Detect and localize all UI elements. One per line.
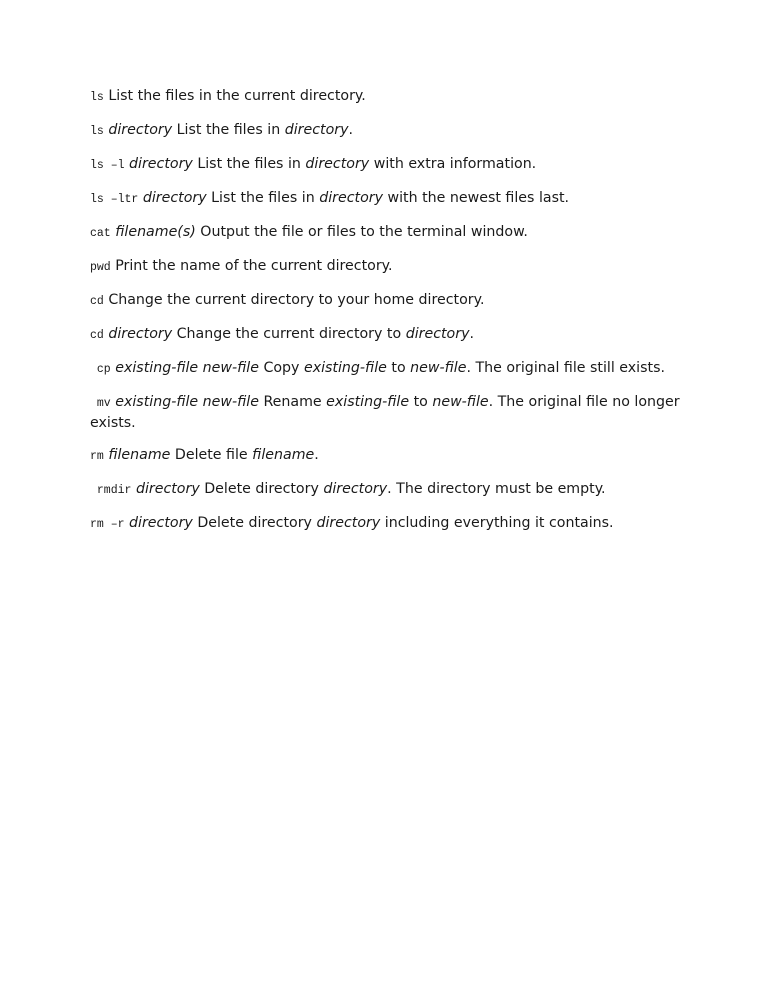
command-entry	[90, 257, 680, 278]
command-entry	[90, 325, 680, 346]
command-argument: new-file	[432, 394, 489, 410]
command-name: cd	[90, 295, 104, 308]
command-name: ls	[90, 91, 104, 104]
command-description: Delete directory	[192, 514, 317, 531]
command-description: with extra information.	[369, 156, 537, 172]
command-argument: directory	[405, 326, 470, 342]
command-description: .	[469, 326, 474, 342]
command-description: Delete directory	[199, 480, 324, 497]
command-name: cp	[90, 363, 111, 376]
command-argument: directory	[108, 122, 173, 138]
command-description: . The original file no longer exists.	[90, 394, 680, 431]
command-name: ls –ltr	[90, 193, 139, 206]
command-argument: directory	[129, 156, 193, 172]
command-description: with the newest files last.	[383, 190, 570, 206]
command-argument: directory	[142, 190, 207, 206]
command-description: Rename	[258, 394, 327, 410]
command-entry	[90, 480, 680, 501]
command-entry	[90, 359, 680, 380]
command-argument: directory	[135, 480, 200, 497]
command-description: including everything it contains.	[380, 514, 614, 531]
command-description: Change the current directory to	[172, 326, 406, 342]
command-argument: directory	[305, 156, 370, 172]
command-description: List the files in	[192, 156, 306, 172]
command-description: List the files in	[172, 122, 285, 138]
command-argument: existing-file	[303, 360, 387, 376]
command-reference-list	[90, 87, 680, 548]
command-name: cd	[90, 329, 104, 342]
command-name: ls –l	[90, 159, 125, 172]
command-entry	[90, 155, 680, 176]
command-description: Output the file or files to the terminal window.	[195, 224, 528, 240]
command-name: pwd	[90, 261, 111, 274]
command-entry	[90, 446, 680, 467]
command-description: Delete file	[170, 446, 253, 463]
command-argument: directory	[319, 190, 383, 206]
command-description: .	[314, 446, 319, 463]
command-entry	[90, 223, 680, 244]
command-entry	[90, 393, 680, 432]
command-description: Copy	[258, 360, 304, 376]
command-entry	[90, 291, 680, 312]
command-entry	[90, 121, 680, 142]
command-argument: directory	[323, 480, 388, 497]
command-argument: directory	[108, 326, 173, 342]
command-argument: filename	[108, 446, 171, 463]
command-name: rm –r	[90, 517, 125, 531]
command-argument: new-file	[410, 360, 467, 376]
command-argument: directory	[129, 514, 193, 531]
command-argument: filename	[252, 446, 315, 463]
command-argument: existing-file	[326, 394, 410, 410]
command-argument: existing-file new-file	[115, 360, 259, 376]
command-argument: directory	[284, 122, 349, 138]
command-description: Print the name of the current directory.	[110, 258, 393, 274]
command-description: to	[409, 394, 433, 410]
command-description: . The directory must be empty.	[387, 480, 606, 497]
command-name: mv	[90, 397, 111, 410]
command-description: Change the current directory to your home directory.	[103, 292, 485, 308]
command-name: rm	[90, 449, 104, 463]
command-argument: filename(s)	[115, 224, 196, 240]
command-argument: existing-file new-file	[115, 394, 259, 410]
command-description: .	[348, 122, 354, 138]
command-name: rmdir	[90, 483, 132, 497]
command-argument: directory	[316, 514, 381, 531]
command-description: . The original file still exists.	[466, 360, 665, 376]
command-entry	[90, 189, 680, 210]
command-entry	[90, 514, 680, 535]
command-description: List the files in	[206, 190, 320, 206]
command-name: cat	[90, 227, 111, 240]
command-entry	[90, 87, 680, 108]
command-description: to	[386, 360, 411, 376]
command-description: List the files in the current directory.	[103, 88, 366, 104]
command-name: ls	[90, 125, 104, 138]
